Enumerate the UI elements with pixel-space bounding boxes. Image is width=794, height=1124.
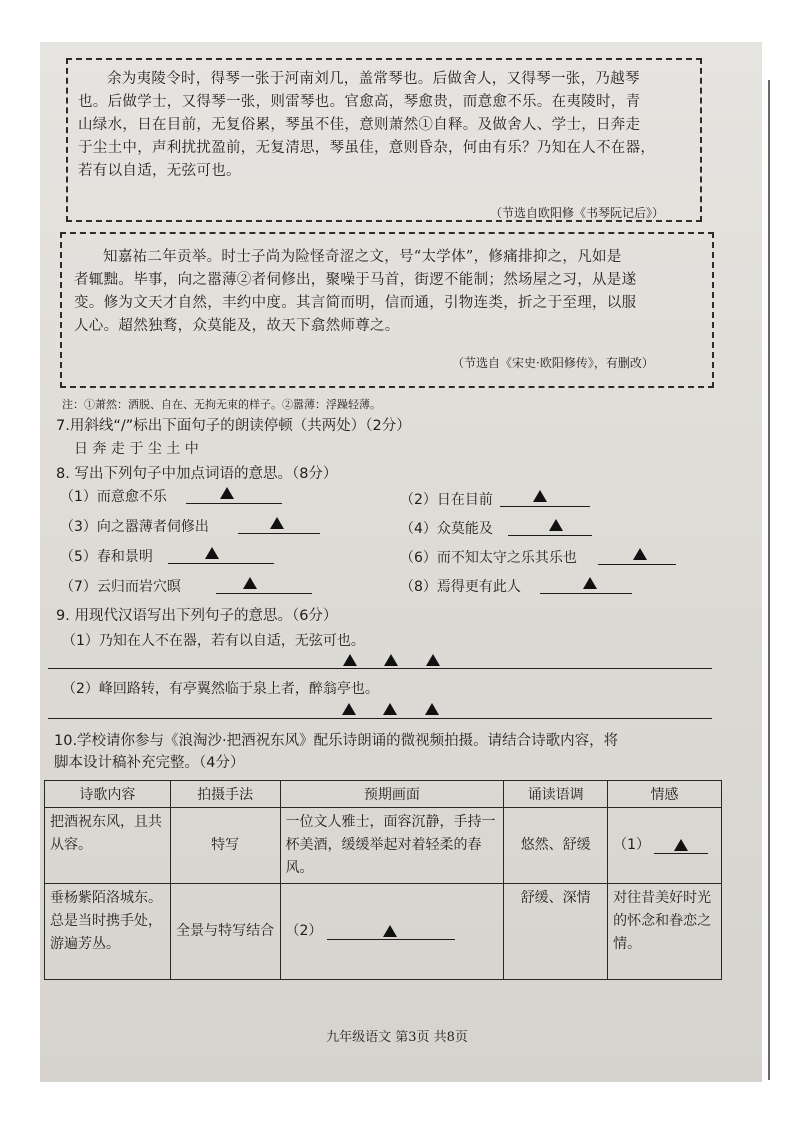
column-header: 诗歌内容 <box>45 781 171 808</box>
question-7-title: 7.用斜线“/”标出下面句子的朗读停顿（共两处）（2分） <box>56 418 411 434</box>
poem-content-cell: 把酒祝东风，且共从容。 <box>45 808 171 884</box>
column-header: 诵读语调 <box>504 781 608 808</box>
passage-1-line: 若有以自适，无弦可也。 <box>78 163 241 179</box>
passage-2-line: 知嘉祐二年贡举。时士子尚为险怪奇涩之文，号“太学体”，修痛排抑之，凡如是 <box>103 249 622 265</box>
answer-line-9-2[interactable] <box>48 718 712 719</box>
answer-marker-icon <box>633 548 647 560</box>
passage-1-line: 山绿水，日在目前，无复俗累，琴虽不佳，意则萧然①自释。及做舍人、学士，日奔走 <box>78 117 641 133</box>
question-8-item-6: （6）而不知太守之乐其乐也 <box>400 550 577 566</box>
answer-marker-icon <box>205 547 219 559</box>
answer-marker-icon <box>270 517 284 529</box>
scene-answer-cell[interactable] <box>280 884 504 980</box>
column-header: 预期画面 <box>280 781 504 808</box>
answer-line-9-1[interactable] <box>48 668 712 669</box>
question-10-title-line: 脚本设计稿补充完整。（4分） <box>54 755 245 771</box>
scene-cell: 一位文人雅士，面容沉静，手持一杯美酒，缓缓举起对着轻柔的春风。 <box>280 808 504 884</box>
passage-2-text <box>74 246 704 338</box>
answer-blank-8-5[interactable] <box>168 545 274 564</box>
poem-content-cell: 垂杨紫陌洛城东。总是当时携手处，游遍芳丛。 <box>45 884 171 980</box>
passage-2-line: 者辄黜。毕事，向之嚣薄②者伺修出，聚噪于马首，街逻不能制；然场屋之习，从是遂 <box>74 272 637 288</box>
answer-marker-icon <box>533 490 547 502</box>
tone-cell: 悠然、舒缓 <box>504 808 608 884</box>
question-9-item-1: （1）乃知在人不在器，若有以自适，无弦可也。 <box>62 633 365 649</box>
passage-2-citation: （节选自《宋史·欧阳修传》，有删改） <box>452 356 654 370</box>
question-7-sentence: 日 奔 走 于 尘 土 中 <box>74 441 199 457</box>
column-header: 情感 <box>608 781 722 808</box>
column-header: 拍摄手法 <box>170 781 280 808</box>
emotion-label: （1） <box>613 837 651 853</box>
answer-marker-icon <box>342 703 356 715</box>
page-edge <box>768 80 770 1080</box>
answer-marker-icon <box>583 577 597 589</box>
passage-2-line: 变。修为文天才自然，丰约中度。其言简而明，信而通，引物连类，折之于至理，以服 <box>74 295 637 311</box>
answer-marker-icon <box>383 703 397 715</box>
scene-label: （2） <box>285 923 323 939</box>
answer-blank-10-2[interactable] <box>327 923 455 940</box>
answer-blank-10-1[interactable] <box>654 837 708 854</box>
answer-marker-icon <box>674 839 688 851</box>
question-10-title-line: 10.学校请你参与《浪淘沙·把酒祝东风》配乐诗朗诵的微视频拍摄。请结合诗歌内容，将 <box>54 733 619 749</box>
answer-marker-icon <box>549 519 563 531</box>
answer-marker-icon <box>343 654 357 666</box>
question-8-item-5: （5）春和景明 <box>60 549 153 565</box>
passage-1-text <box>78 68 698 183</box>
script-table <box>44 780 722 980</box>
passage-1-line: 于尘土中，声利扰扰盈前，无复清思，琴虽佳，意则昏杂，何由有乐？乃知在人不在器， <box>78 140 656 156</box>
answer-blank-8-7[interactable] <box>216 575 312 594</box>
answer-marker-icon <box>383 925 397 937</box>
question-8-item-8: （8）焉得更有此人 <box>400 579 521 595</box>
page-footer: 九年级语文 第3页 共8页 <box>326 1030 468 1045</box>
question-9-item-2: （2）峰回路转，有亭翼然临于泉上者，醉翁亭也。 <box>62 681 379 697</box>
question-8-item-4: （4）众莫能及 <box>400 521 493 537</box>
method-cell: 特写 <box>170 808 280 884</box>
emotion-answer-cell[interactable] <box>608 808 722 884</box>
passage-1-line: 也。后做学士，又得琴一张，则雷琴也。官愈高，琴愈贵，而意愈不乐。在夷陵时，青 <box>78 94 641 110</box>
question-10-title <box>54 730 618 774</box>
answer-marker-icon <box>384 654 398 666</box>
table-header-row <box>45 781 722 808</box>
answer-blank-8-1[interactable] <box>186 485 282 504</box>
answer-marker-icon <box>220 487 234 499</box>
table-row <box>45 884 722 980</box>
question-8-item-2: （2）日在目前 <box>400 492 493 508</box>
annotation-notes: 注：①萧然：洒脱、自在、无拘无束的样子。②嚣薄：浮躁轻薄。 <box>62 398 381 411</box>
answer-marker-icon <box>425 703 439 715</box>
question-8-item-1: （1）而意愈不乐 <box>60 489 167 505</box>
answer-marker-icon <box>426 654 440 666</box>
question-8-item-3: （3）向之嚣薄者伺修出 <box>60 519 209 535</box>
question-9-title: 9. 用现代汉语写出下列句子的意思。（6分） <box>56 608 338 624</box>
passage-1-line: 余为夷陵令时，得琴一张于河南刘几，盖常琴也。后做舍人，又得琴一张，乃越琴 <box>107 71 640 87</box>
question-8-item-7: （7）云归而岩穴暝 <box>60 579 181 595</box>
tone-cell: 舒缓、深情 <box>504 884 608 980</box>
passage-2-line: 人心。超然独骛，众莫能及，故天下翕然师尊之。 <box>74 318 400 334</box>
question-8-title: 8. 写出下列句子中加点词语的意思。（8分） <box>56 466 338 482</box>
method-cell: 全景与特写结合 <box>170 884 280 980</box>
answer-marker-icon <box>243 577 257 589</box>
passage-1-citation: （节选自欧阳修《书琴阮记后》） <box>490 206 665 220</box>
emotion-cell: 对往昔美好时光的怀念和眷恋之情。 <box>608 884 722 980</box>
table-row <box>45 808 722 884</box>
